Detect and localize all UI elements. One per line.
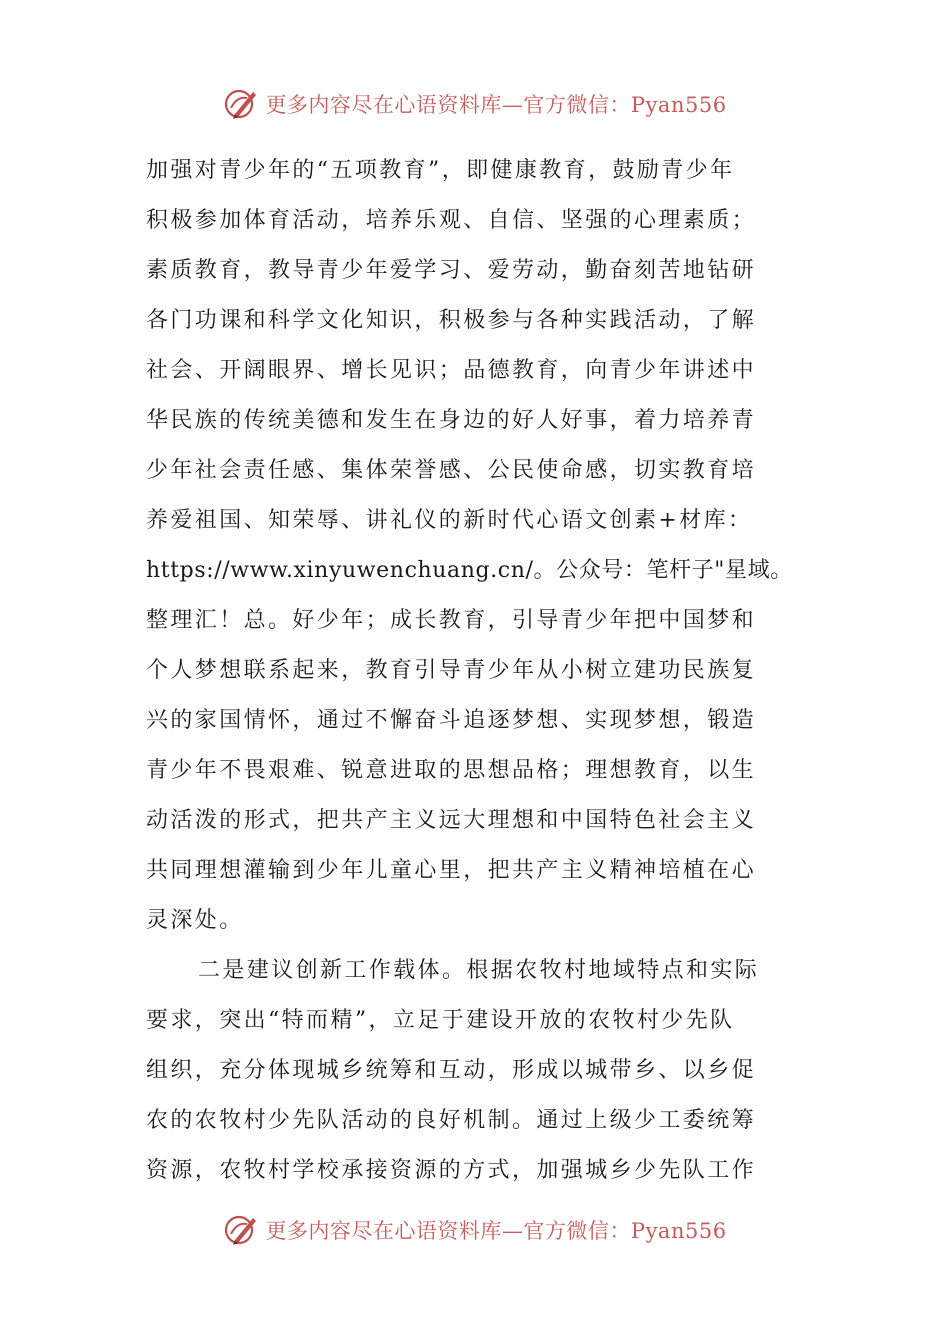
header-banner: [0, 80, 950, 128]
pen-logo-icon: [223, 86, 259, 122]
header-banner-inner: [223, 86, 726, 122]
body-line: 组织，充分体现城乡统筹和互动，形成以城带乡、以乡促: [146, 1058, 757, 1083]
body-line-paragraph-start: 二是建议创新工作载体。根据农牧村地域特点和实际: [198, 958, 760, 983]
body-line: 素质教育，教导青少年爱学习、爱劳动，勤奋刻苦地钻研: [146, 258, 757, 283]
body-line: 整理汇！总。好少年；成长教育，引导青少年把中国梦和: [146, 608, 757, 633]
body-line: 个人梦想联系起来，教育引导青少年从小树立建功民族复: [146, 658, 757, 683]
body-line: 资源，农牧村学校承接资源的方式，加强城乡少先队工作: [146, 1158, 757, 1183]
body-line: 华民族的传统美德和发生在身边的好人好事，着力培养青: [146, 408, 757, 433]
body-line: 加强对青少年的“五项教育”，即健康教育，鼓励青少年: [146, 158, 735, 183]
body-line-url: https://www.xinyuwenchuang.cn/。公众号：笔杆子"星域。: [146, 558, 793, 583]
header-banner-text: 更多内容尽在心语资料库—官方微信：Pyan556: [265, 93, 727, 117]
footer-banner-inner: [223, 1212, 726, 1248]
document-body: [146, 146, 808, 1196]
body-line: 动活泼的形式，把共产主义远大理想和中国特色社会主义: [146, 808, 757, 833]
body-line: 要求，突出“特而精”，立足于建设开放的农牧村少先队: [146, 1008, 735, 1033]
body-line: 共同理想灌输到少年儿童心里，把共产主义精神培植在心: [146, 858, 757, 883]
body-line: 社会、开阔眼界、增长见识；品德教育，向青少年讲述中: [146, 358, 757, 383]
body-line: 灵深处。: [146, 908, 244, 933]
footer-banner: [0, 1206, 950, 1254]
body-line: 青少年不畏艰难、锐意进取的思想品格；理想教育，以生: [146, 758, 757, 783]
body-line: 养爱祖国、知荣辱、讲礼仪的新时代心语文创素+材库：: [146, 508, 753, 533]
body-line: 兴的家国情怀，通过不懈奋斗追逐梦想、实现梦想，锻造: [146, 708, 757, 733]
footer-banner-text: 更多内容尽在心语资料库—官方微信：Pyan556: [265, 1219, 727, 1243]
body-line: 积极参加体育活动，培养乐观、自信、坚强的心理素质；: [146, 208, 757, 233]
body-line: 各门功课和科学文化知识，积极参与各种实践活动，了解: [146, 308, 757, 333]
body-line: 少年社会责任感、集体荣誉感、公民使命感，切实教育培: [146, 458, 757, 483]
pen-logo-icon: [223, 1212, 259, 1248]
body-line: 农的农牧村少先队活动的良好机制。通过上级少工委统筹: [146, 1108, 757, 1133]
